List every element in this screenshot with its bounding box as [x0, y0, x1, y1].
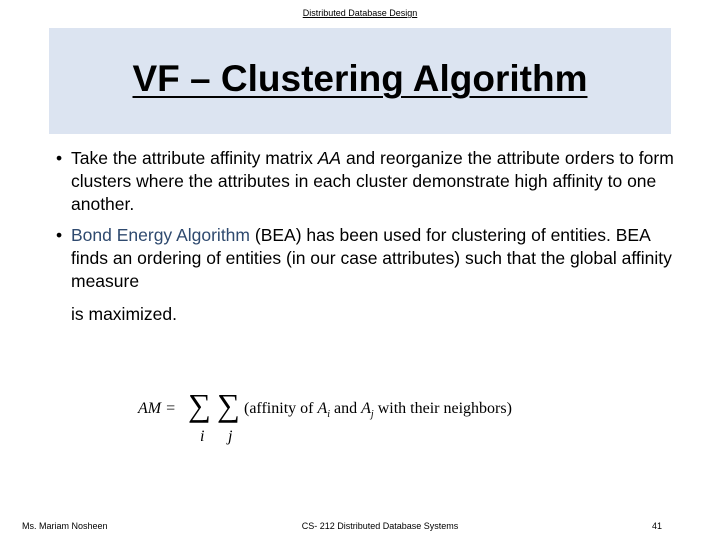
bullet-item-1	[56, 147, 676, 216]
sum-symbol-j: ∑	[217, 387, 240, 423]
bea-highlight: Bond Energy Algorithm	[71, 225, 250, 245]
bullet-1-text-end: and reorganize the attribute orders to form clusters where the attributes in each cluster demonstrate high affinity to one another.	[71, 148, 674, 214]
course-header: Distributed Database Design	[302, 8, 418, 18]
sum-symbol-i: ∑	[188, 387, 211, 423]
footer-course: CS- 212 Distributed Database Systems	[301, 521, 459, 531]
bullet-list	[56, 147, 676, 326]
slide-title: VF – Clustering Algorithm	[132, 58, 588, 99]
bullet-1-text-start: Take the attribute affinity matrix	[71, 148, 318, 168]
bullet-marker: •	[56, 148, 63, 168]
sum-index-j: j	[228, 428, 233, 445]
footer-author: Ms. Mariam Nosheen	[22, 521, 108, 531]
bullet-marker: •	[56, 225, 63, 245]
bullet-item-2	[56, 224, 676, 293]
bullet-2-text: (BEA) has been used for clustering of entities. BEA finds an ordering of entities (in our case attributes) such that the global affinity measure	[71, 225, 672, 291]
bullet-2-continuation: is maximized.	[71, 304, 177, 324]
formula-rhs: (affinity of $A_i$ and $A_j$ with their neighbors)	[244, 400, 512, 421]
sum-index-i: i	[200, 428, 205, 445]
formula-lhs: AM =	[138, 400, 176, 417]
page-number: 41	[652, 521, 663, 531]
bullet-1-italic-term: AA	[317, 148, 342, 168]
